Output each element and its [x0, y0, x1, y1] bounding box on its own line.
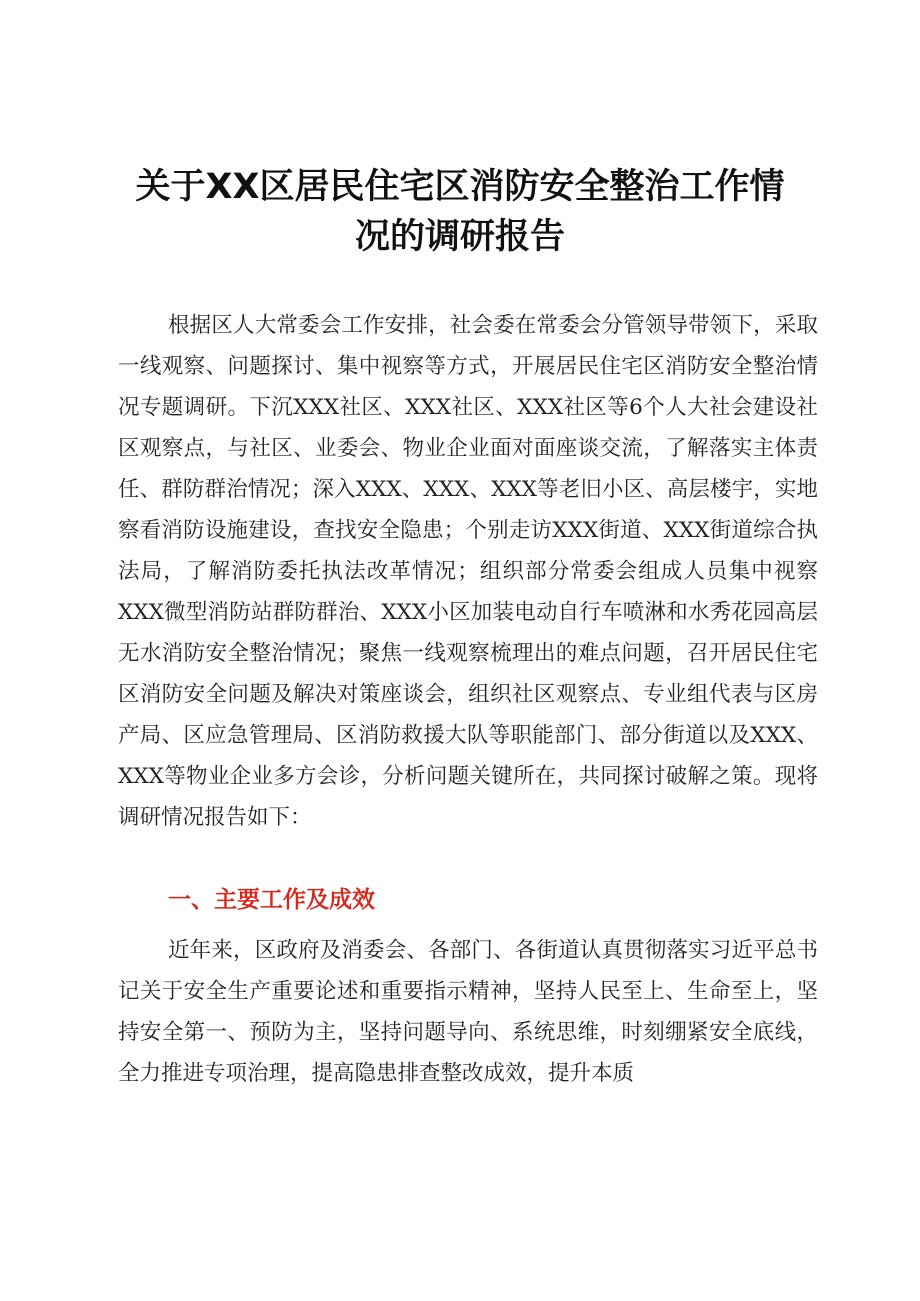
- section-heading-main-work: 一、主要工作及成效: [168, 887, 375, 913]
- intro-paragraph: 根据区人大常委会工作安排，社会委在常委会分管领导带领下，采取一线观察、问题探讨、集中视察等方式，开展居民住宅区消防安全整治情况专题调研。下沉XXX社区、XXX社区、XXX社区等6个人大社会建设社区观察点，与社区、业委会、物业企业面对面座谈交流，了解落实主体责任、群防群治情况；深入XXX、XXX、XXX等老旧小区、高层楼宇，实地察看消防设施建设，查找安全隐患；个别走访XXX街道、XXX街道综合执法局，了解消防委托执法改革情况；组织部分常委会组成人员集中视察XXX微型消防站群防群治、XXX小区加装电动自行车喷淋和水秀花园高层无水消防安全整治情况；聚焦一线观察梳理出的难点问题，召开居民住宅区消防安全问题及解决对策座谈会，组织社区观察点、专业组代表与区房产局、区应急管理局、区消防救援大队等职能部门、部分街道以及XXX、XXX等物业企业多方会诊，分析问题关键所在，共同探讨破解之策。现将调研情况报告如下：: [118, 313, 818, 830]
- document-title-line-1: 关于XX区居民住宅区消防安全整治工作情: [135, 167, 785, 207]
- document-title-line-2: 况的调研报告: [354, 217, 565, 257]
- section-1-paragraph: 近年来，区政府及消委会、各部门、各街道认真贯彻落实习近平总书记关于安全生产重要论述和重要指示精神，坚持人民至上、生命至上，坚持安全第一、预防为主，坚持问题导向、系统思维，时刻绷紧安全底线，全力推进专项治理，提高隐患排查整改成效，提升本质: [118, 938, 818, 1086]
